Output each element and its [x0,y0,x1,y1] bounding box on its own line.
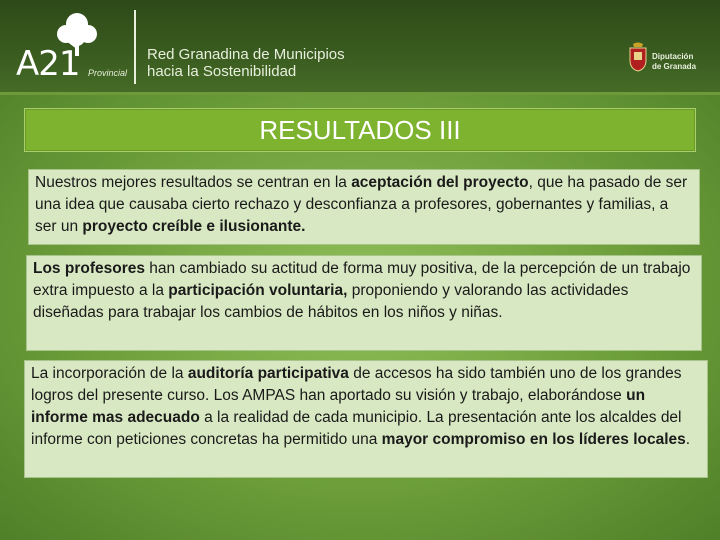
diputacion-line2: de Granada [652,62,697,71]
header-banner [0,0,720,95]
paragraph-box-3 [24,360,708,478]
coat-of-arms-icon [627,42,649,72]
paragraph-box-1 [28,169,700,245]
diputacion-label [652,52,696,72]
org-name-line1: Red Granadina de Municipios [147,46,345,63]
paragraph-box-2 [26,255,702,351]
slide-body [0,95,720,540]
p3-text-3: a la realidad de cada municipio. La presentación ante los alcaldes del informe con peticiones concretas ha permitido una [31,409,682,448]
org-name-line2: hacia la Sostenibilidad [147,63,297,80]
p1-bold-1: aceptación del proyecto [351,174,529,191]
p3-bold-3: mayor compromiso en los líderes locales [381,431,686,448]
p2-text-2: proponiendo y valorando las actividades diseñadas para trabajar los cambios de hábitos en los niños y niñas. [33,282,629,321]
p1-text-1: Nuestros mejores resultados se centran en la [35,174,352,191]
p3-bold-2: un informe mas adecuado [31,387,646,426]
diputacion-line1: Diputación [652,52,694,61]
title-bar [24,108,696,152]
p2-text-1: han cambiado su actitud de forma muy positiva, de la percepción de un trabajo extra impuesto a la [33,260,691,299]
p1-bold-2: proyecto creíble e ilusionante. [82,218,306,235]
organization-name [147,46,345,80]
p2-bold-2: participación voluntaria, [168,282,348,299]
p2-bold-1: Los profesores [33,260,145,277]
p3-bold-1: auditoría participativa [187,365,349,382]
slide-title: RESULTADOS III [259,115,461,145]
p3-text-2: de accesos ha sido también uno de los grandes logros del presente curso. Los AMPAS han aportado su visión y trabajo, elaborándose [31,365,682,404]
p3-text-4: . [685,431,691,448]
logo-text: A21 [16,44,80,84]
p3-text-1: La incorporación de la [31,365,188,382]
logo-subtext: Provincial [88,68,128,78]
p1-text-2: , que ha pasado de ser una idea que causaba cierto rechazo y desconfianza a profesores, gobernantes y familias, a ser un [35,174,688,235]
header-divider [134,10,136,84]
